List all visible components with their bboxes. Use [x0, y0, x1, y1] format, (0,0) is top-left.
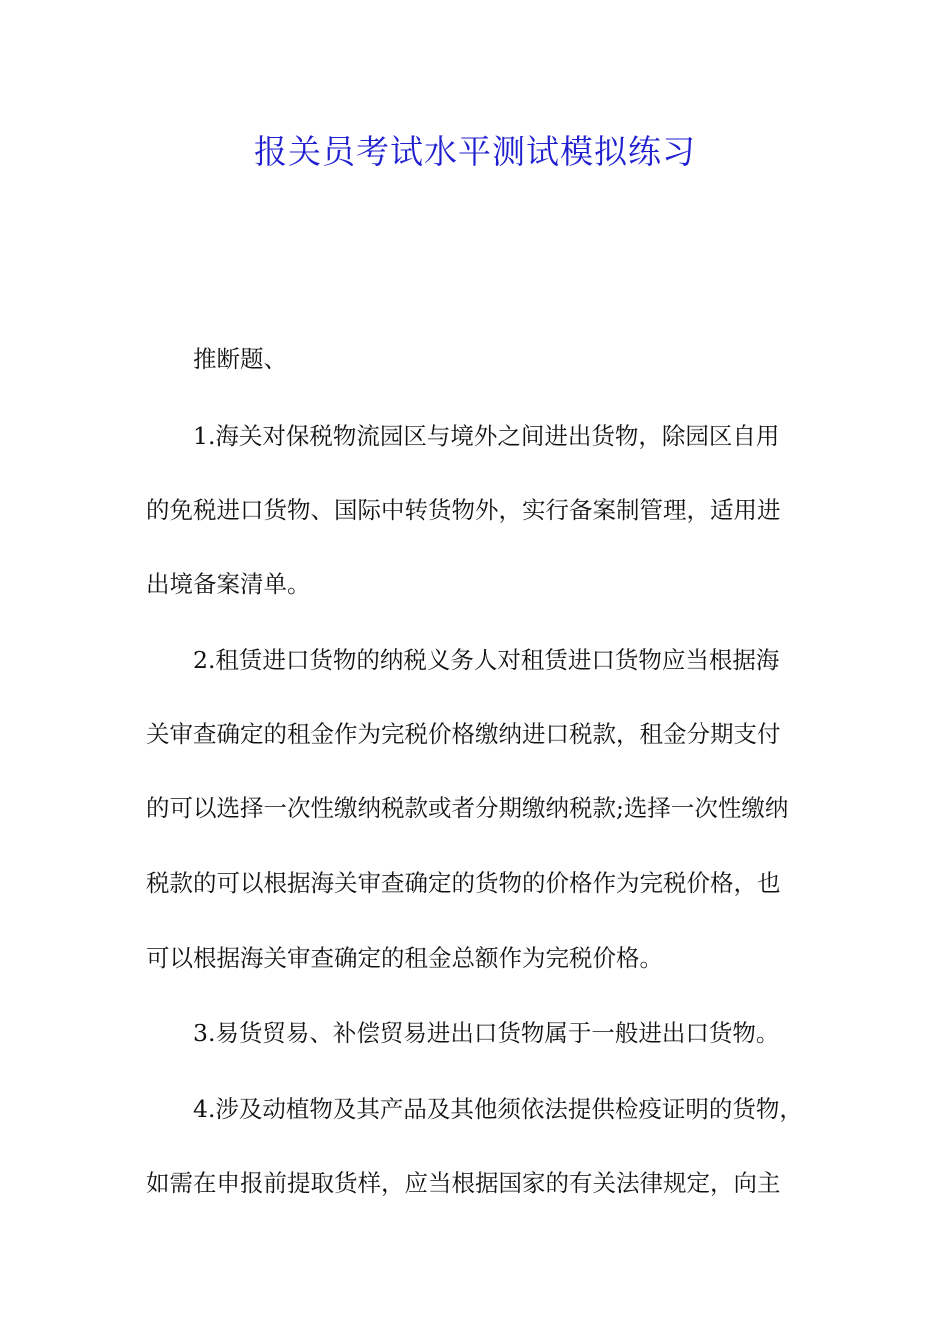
- paragraph-1-line-3: 出境备案清单。: [146, 570, 311, 598]
- paragraph-2-line-3: 的可以选择一次性缴纳税款或者分期缴纳税款;选择一次性缴纳: [146, 794, 789, 822]
- section-heading: 推断题、: [193, 345, 287, 373]
- paragraph-4-line-2: 如需在申报前提取货样，应当根据国家的有关法律规定，向主: [146, 1169, 781, 1197]
- paragraph-1-line-1: 1.海关对保税物流园区与境外之间进出货物，除园区自用: [193, 422, 780, 450]
- paragraph-2-line-5: 可以根据海关审查确定的租金总额作为完税价格。: [146, 944, 663, 972]
- document-title: 报关员考试水平测试模拟练习: [254, 132, 696, 171]
- paragraph-3-line-1: 3.易货贸易、补偿贸易进出口货物属于一般进出口货物。: [193, 1019, 780, 1047]
- paragraph-2-line-4: 税款的可以根据海关审查确定的货物的价格作为完税价格，也: [146, 869, 781, 897]
- paragraph-1-line-2: 的免税进口货物、国际中转货物外，实行备案制管理，适用进: [146, 496, 781, 524]
- paragraph-4-line-1: 4.涉及动植物及其产品及其他须依法提供检疫证明的货物，: [193, 1095, 803, 1123]
- paragraph-2-line-2: 关审查确定的租金作为完税价格缴纳进口税款，租金分期支付: [146, 720, 781, 748]
- paragraph-2-line-1: 2.租赁进口货物的纳税义务人对租赁进口货物应当根据海: [193, 646, 780, 674]
